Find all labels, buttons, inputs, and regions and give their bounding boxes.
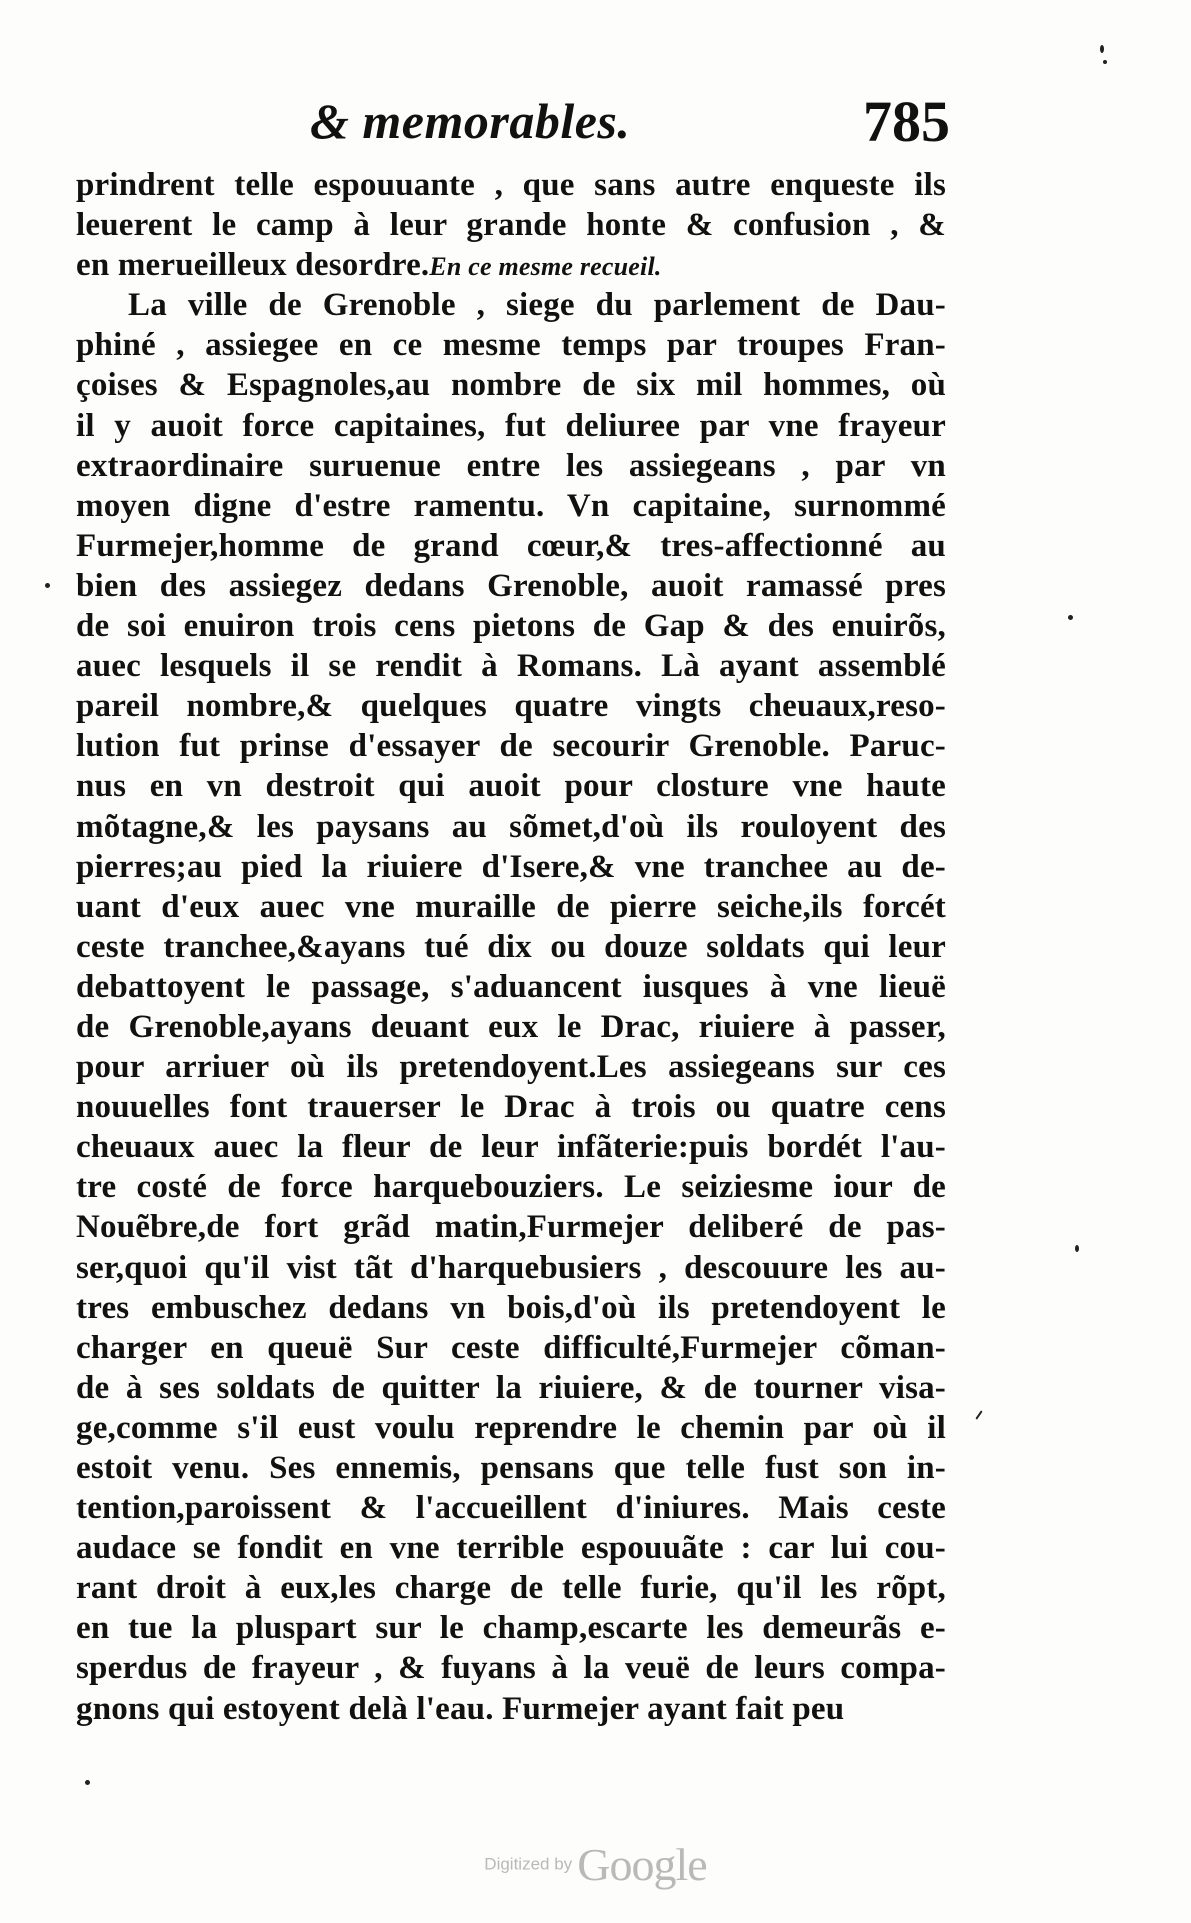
text-line: debattoyent le passage, s'aduancent iusques à vne lieuë (76, 968, 946, 1005)
text-line: leuerent le camp à leur grande honte & confusion , & (76, 207, 946, 244)
scan-speck (1068, 615, 1073, 620)
margin-source-note: En ce mesme recueil. (429, 252, 662, 282)
text-line: pareil nombre,& quelques quatre vingts cheuaux,reso- (76, 688, 946, 725)
text-line: Furmejer,homme de grand cœur,& tres-affectionné au (76, 527, 946, 564)
text-line: cheuaux auec la fleur de leur infãterie:puis bordét l'au- (76, 1129, 946, 1166)
text-line: ceste tranchee,&ayans tué dix ou douze soldats qui leur (76, 928, 946, 965)
text-line-content: en merueilleux desordre. (76, 247, 430, 284)
text-line: tre costé de force harquebouziers. Le seiziesme iour de (76, 1169, 946, 1206)
text-line: pierres;au pied la riuiere d'Isere,& vne tranchee au de- (76, 848, 946, 885)
text-line: il y auoit force capitaines, fut deliuree par vne frayeur (76, 407, 946, 444)
text-line: ser,quoi qu'il vist tãt d'harquebusiers , descouure les au- (76, 1249, 946, 1286)
text-line: pour arriuer où ils pretendoyent.Les assiegeans sur ces (76, 1049, 946, 1086)
text-line: auec lesquels il se rendit à Romans. Là ayant assemblé (76, 648, 946, 685)
page-number: 785 (863, 89, 950, 154)
digitized-by-label: Digitized by (484, 1854, 573, 1874)
body-text (76, 165, 946, 1729)
text-line: charger en queuë Sur ceste difficulté,Furmejer cõman- (76, 1329, 946, 1366)
text-line: sperdus de frayeur , & fuyans à la veuë de leurs compa- (76, 1650, 946, 1687)
running-head (310, 89, 950, 162)
text-line: lution fut prinse d'essayer de secourir Grenoble. Paruc- (76, 728, 946, 765)
text-line: uant d'eux auec vne muraille de pierre seiche,ils forcét (76, 888, 946, 925)
text-line: La ville de Grenoble , siege du parlement de Dau- (128, 287, 946, 324)
text-line: çoises & Espagnoles,au nombre de six mil hommes, où (76, 367, 946, 404)
text-line: tres embuschez dedans vn bois,d'où ils pretendoyent le (76, 1289, 946, 1326)
text-line: extraordinaire suruenue entre les assiegeans , par vn (76, 447, 946, 484)
text-line: nus en vn destroit qui auoit pour closture vne haute (76, 768, 946, 805)
text-line: de soi enuiron trois cens pietons de Gap & des enuirõs, (76, 608, 946, 645)
text-line: audace se fondit en vne terrible espouuãte : car lui cou- (76, 1530, 946, 1567)
text-line: bien des assiegez dedans Grenoble, auoit ramassé pres (76, 567, 946, 604)
text-line: gnons qui estoyent delà l'eau. Furmejer ayant fait peu (76, 1690, 845, 1727)
text-line: estoit venu. Ses ennemis, pensans que telle fust son in- (76, 1450, 946, 1486)
text-line: nouuelles font trauerser le Drac à trois ou quatre cens (76, 1089, 946, 1126)
text-line: moyen digne d'estre ramentu. Vn capitaine, surnommé (76, 487, 946, 524)
text-line: Nouẽbre,de fort grãd matin,Furmejer deliberé de pas- (76, 1209, 946, 1246)
scan-speck (85, 1780, 90, 1785)
text-line: tention,paroissent & l'accueillent d'iniures. Mais ceste (76, 1490, 946, 1527)
text-line: phiné , assiegee en ce mesme temps par troupes Fran- (76, 327, 946, 364)
text-line (76, 245, 946, 285)
text-line: de à ses soldats de quitter la riuiere, & de tourner visa- (76, 1369, 946, 1406)
text-line: ge,comme s'il eust voulu reprendre le chemin par où il (76, 1409, 946, 1446)
text-line: de Grenoble,ayans deuant eux le Drac, riuiere à passer, (76, 1008, 946, 1045)
scan-speck (1103, 60, 1107, 64)
running-title: & memorables. (310, 93, 631, 149)
text-line: mõtagne,& les paysans au sõmet,d'où ils rouloyent des (76, 808, 946, 845)
scan-speck (1100, 45, 1104, 53)
scan-speck (45, 583, 50, 588)
text-line: rant droit à eux,les charge de telle furie, qu'il les rõpt, (76, 1570, 946, 1607)
scan-speck (975, 1410, 982, 1419)
scan-speck (1075, 1245, 1079, 1252)
digitized-by-google-watermark (0, 1838, 1191, 1891)
text-line: en tue la pluspart sur le champ,escarte les demeurãs e- (76, 1610, 946, 1647)
text-line: prindrent telle espouuante , que sans autre enqueste ils (76, 167, 946, 203)
google-logo: Google (577, 1839, 707, 1890)
